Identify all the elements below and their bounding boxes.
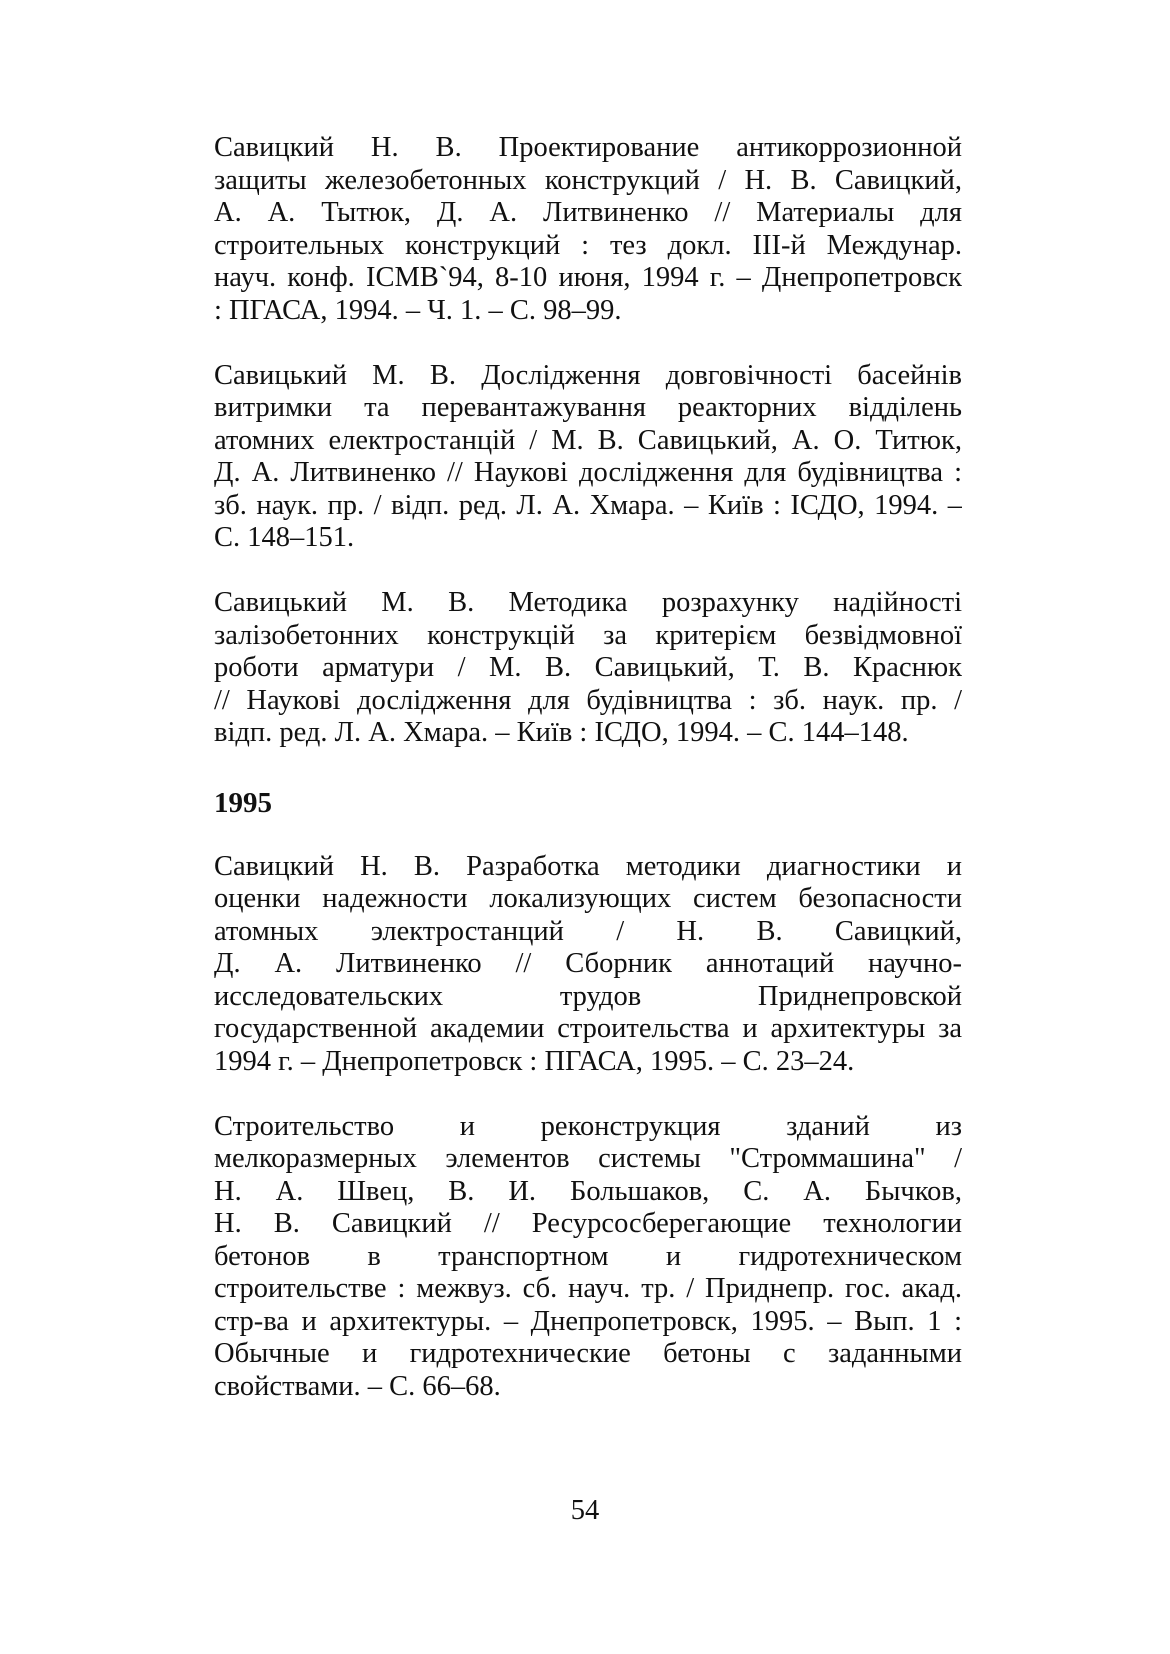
entry-line: роботи арматури / М. В. Савицький, Т. В. Краснюк xyxy=(214,652,962,683)
entry-line: Н. А. Швец, В. И. Большаков, С. А. Бычков, xyxy=(214,1175,962,1207)
entry-line: науч. конф. ICMB`94, 8-10 июня, 1994 г. – Днепропетровск xyxy=(214,262,962,293)
bibliography-entry xyxy=(214,851,962,1079)
entry-line: атомных электростанций / Н. В. Савицкий, xyxy=(214,915,962,947)
entry-gap xyxy=(214,1078,962,1111)
bibliography-entry xyxy=(214,132,962,327)
entry-line: залізобетонних конструкцій за критерієм безвідмовної xyxy=(214,619,962,651)
entry-gap xyxy=(214,555,962,588)
entry-line: Савицький М. В. Дослідження довговічності басейнів xyxy=(214,359,962,391)
page-number: 54 xyxy=(570,1495,600,1526)
page-content xyxy=(214,132,962,1403)
entry-line: бетонов в транспортном и гидротехническом xyxy=(214,1240,962,1272)
year-heading: 1995 xyxy=(214,786,272,819)
entry-line: мелкоразмерных элементов системы "Строммашина" / xyxy=(214,1143,962,1174)
entry-line: Строительство и реконструкция зданий из xyxy=(214,1110,962,1142)
entry-line: исследовательских трудов Приднепровской xyxy=(214,980,962,1012)
entry-line: Д. А. Литвиненко // Наукові дослідження для будівництва : xyxy=(214,457,962,488)
entry-line: Савицкий Н. В. Разработка методики диагностики и xyxy=(214,850,962,882)
entry-line: строительстве : межвуз. сб. науч. тр. / Приднепр. гос. акад. xyxy=(214,1273,962,1304)
entry-line: // Наукові дослідження для будівництва : зб. наук. пр. / xyxy=(214,684,962,716)
entry-line: Савицький М. В. Методика розрахунку надійності xyxy=(214,587,962,618)
entry-line: атомних електростанцій / М. В. Савицький, А. О. Титюк, xyxy=(214,424,962,456)
entry-gap xyxy=(214,327,962,360)
bibliography-entry xyxy=(214,587,962,750)
entry-line: Обычные и гидротехнические бетоны с заданными xyxy=(214,1338,962,1369)
entry-line: Д. А. Литвиненко // Сборник аннотаций научно- xyxy=(214,948,962,979)
entry-line: защиты железобетонных конструкций / Н. В. Савицкий, xyxy=(214,164,962,196)
entry-line: строительных конструкций : тез докл. III-й Междунар. xyxy=(214,229,962,261)
entry-line: А. А. Тытюк, Д. А. Литвиненко // Материалы для xyxy=(214,197,962,228)
entry-line: оценки надежности локализующих систем безопасности xyxy=(214,883,962,914)
entry-line: витримки та перевантажування реакторних відділень xyxy=(214,392,962,423)
entry-line: Н. В. Савицкий // Ресурсосберегающие технологии xyxy=(214,1208,962,1239)
bibliography-entry xyxy=(214,360,962,555)
entry-line: зб. наук. пр. / відп. ред. Л. А. Хмара. – Київ : ІСДО, 1994. – xyxy=(214,489,962,521)
entry-line: : ПГАСА, 1994. – Ч. 1. – С. 98–99. xyxy=(214,294,622,326)
entry-line: стр-ва и архитектуры. – Днепропетровск, 1995. – Вып. 1 : xyxy=(214,1305,962,1337)
entry-line: государственной академии строительства и архитектуры за xyxy=(214,1013,962,1044)
entry-line: свойствами. – С. 66–68. xyxy=(214,1370,501,1402)
entry-line: відп. ред. Л. А. Хмара. – Київ : ІСДО, 1994. – С. 144–148. xyxy=(214,717,909,748)
entry-line: С. 148–151. xyxy=(214,522,355,553)
entry-line: 1994 г. – Днепропетровск : ПГАСА, 1995. – С. 23–24. xyxy=(214,1045,855,1077)
entry-line: Савицкий Н. В. Проектирование антикоррозионной xyxy=(214,132,962,163)
bibliography-entry xyxy=(214,1111,962,1404)
